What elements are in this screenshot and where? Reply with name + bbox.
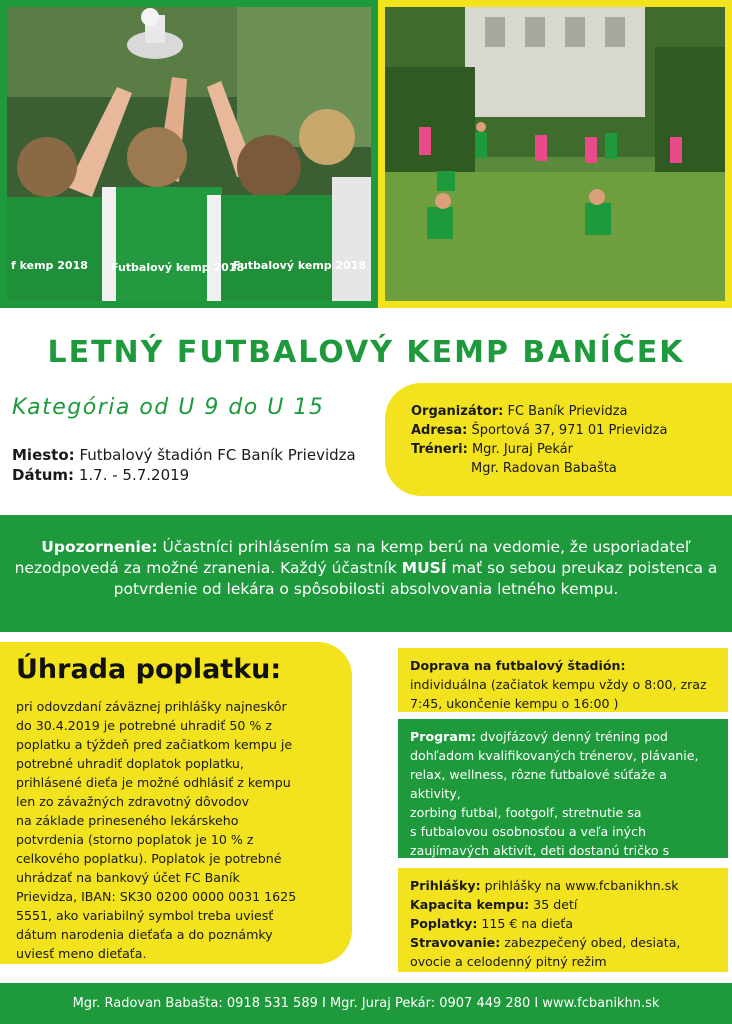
coach-1: Mgr. Juraj Pekár [471, 442, 573, 457]
kids-training-photo [378, 0, 732, 308]
capacity-label: Kapacita kempu: [410, 897, 530, 912]
fee-title: Úhrada poplatku: [16, 654, 282, 685]
date-value: 1.7. - 5.7.2019 [78, 466, 190, 484]
warning-label: Upozornenie: [41, 538, 158, 556]
price-label: Poplatky: [410, 916, 478, 931]
address-row [411, 421, 732, 440]
program-box [398, 719, 728, 858]
transport-box [398, 648, 728, 712]
warning-text-2: mať so sebou preukaz poistenca a potvrdenie od lekára o spôsobilosti absolvovania letného kempu. [113, 559, 718, 598]
organizer-label: Organizátor: [411, 404, 504, 419]
category-subtitle: Kategória od U 9 do U 15 [12, 395, 325, 420]
transport-label: Doprava na futbalový štadión: [410, 658, 626, 673]
venue-value: Futbalový štadión FC Baník Prievidza [79, 446, 356, 464]
address-label: Adresa: [411, 423, 468, 438]
coaches-label: Tréneri: [411, 442, 468, 457]
jersey-text-2: Futbalový kemp 2018 [111, 261, 245, 274]
contact-footer: Mgr. Radovan Babašta: 0918 531 589 I Mgr. Juraj Pekár: 0907 449 280 I www.fcbanikhn.sk [0, 983, 732, 1024]
capacity-row [410, 895, 720, 914]
team-trophy-photo [0, 0, 378, 308]
date-line [12, 466, 189, 484]
program-text: dvojfázový denný tréning pod dohľadom kvalifikovaných trénerov, plávanie, relax, wellness, rôzne futbalové súťaže a aktivity, zorbing futbal, footgolf, stretnutie sa s futbalovou osobnosťou a veľa iných zaujímavých aktivít, deti dostanú tričko s [410, 729, 699, 858]
coaches-row [411, 440, 732, 459]
registration-label: Prihlášky: [410, 878, 481, 893]
venue-label: Miesto: [12, 446, 75, 464]
signup-box [398, 868, 728, 972]
jersey-text-3: Futbalový kemp 2018 [233, 259, 367, 272]
fee-box [0, 642, 352, 964]
program-label: Program: [410, 729, 476, 744]
price-value: 115 € na dieťa [481, 916, 574, 931]
address-value: Športová 37, 971 01 Prievidza [471, 423, 668, 438]
venue-line [12, 446, 356, 464]
meals-value: zabezpečený obed, desiata, ovocie a celodenný pitný režim [410, 935, 681, 969]
warning-emphasis: MUSÍ [401, 559, 447, 577]
meals-row [410, 933, 720, 971]
fee-text: pri odovzdaní záväznej prihlášky najneskôr do 30.4.2019 je potrebné uhradiť 50 % z poplatku a týždeň pred začiatkom kempu je potrebné uhradiť doplatok poplatku, prihlásené dieťa je možné odhlásiť z kempu len zo závažných zdravotný dôvodov na základe prineseného lekárskeho potvrdenia (storno poplatok je 10 % z celkového poplatku). Poplatok je potrebné uhrádzať na bankový účet FC Baník Prievidza, IBAN: SK30 0200 0000 0031 1625 5551, ako variabilný symbol treba uviesť dátum narodenia dieťaťa a do poznámky uviesť meno dieťaťa. [16, 699, 297, 961]
page-title: LETNÝ FUTBALOVÝ KEMP BANÍČEK [47, 335, 685, 370]
capacity-value: 35 detí [533, 897, 578, 912]
price-row [410, 914, 720, 933]
transport-text: individuálna (začiatok kempu vždy o 8:00, zraz 7:45, ukončenie kempu o 16:00 ) [410, 677, 707, 711]
warning-text-1: Účastníci prihlásením sa na kemp berú na vedomie, že usporiadateľ nezodpovedá za možné zranenia. Každý účastník [14, 538, 691, 577]
registration-value: prihlášky na www.fcbanikhn.sk [484, 878, 679, 893]
warning-band [0, 515, 732, 632]
registration-row [410, 876, 720, 895]
jersey-text-1: f kemp 2018 [11, 259, 88, 272]
organizer-row [411, 402, 732, 421]
meals-label: Stravovanie: [410, 935, 501, 950]
coach-2: Mgr. Radovan Babašta [471, 461, 617, 476]
organizer-box [385, 383, 732, 496]
organizer-value: FC Baník Prievidza [507, 404, 628, 419]
date-label: Dátum: [12, 466, 75, 484]
